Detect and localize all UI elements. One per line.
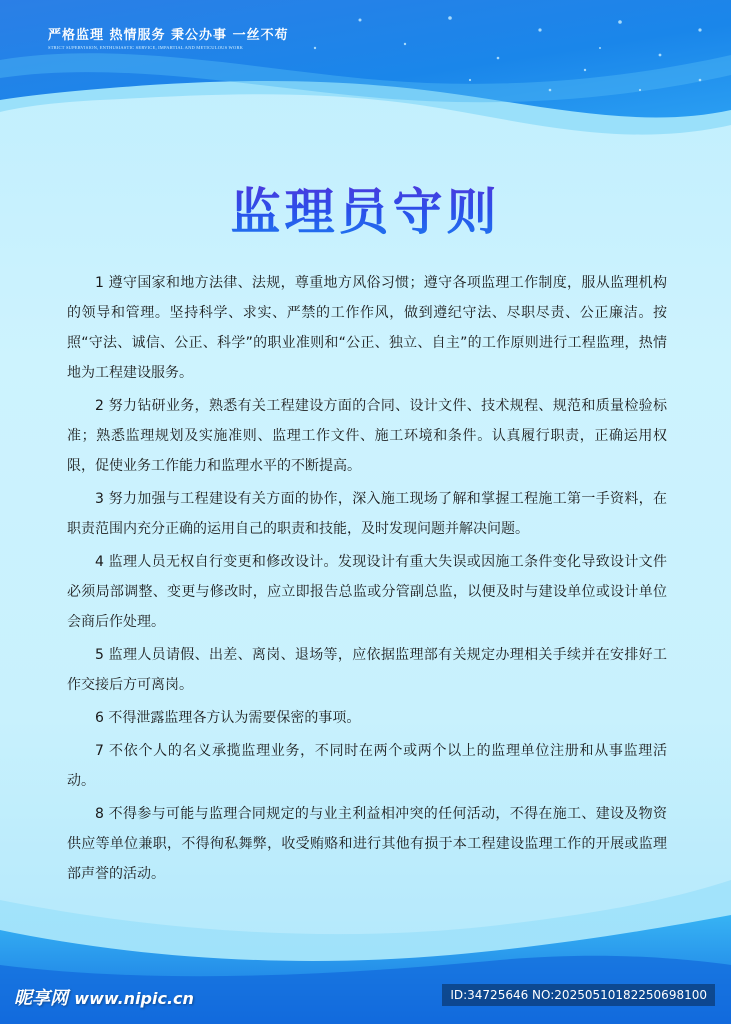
rule-item: 5 监理人员请假、出差、离岗、退场等，应依据监理部有关规定办理相关手续并在安排好工作交接后方可离岗。: [67, 647, 667, 693]
header-slogan-english: STRICT SUPERVISION, ENTHUSIASTIC SERVICE, IMPARTIAL AND METICULOUS WORK: [48, 45, 244, 50]
rule-item: 7 不依个人的名义承揽监理业务，不同时在两个或两个以上的监理单位注册和从事监理活动。: [67, 743, 667, 789]
rule-item: 2 努力钻研业务，熟悉有关工程建设方面的合同、设计文件、技术规程、规范和质量检验标准；熟悉监理规划及实施准则、监理工作文件、施工环境和条件。认真履行职责，正确运用权限，促使业务工作能力和监理水平的不断提高。: [67, 398, 667, 474]
watermark-logo-text: 昵享网: [14, 988, 68, 1009]
watermark-id: ID:34725646 NO:20250510182250698100: [442, 984, 715, 1006]
page-title: 监理员守则: [0, 172, 731, 244]
rule-item: 3 努力加强与工程建设有关方面的协作，深入施工现场了解和掌握工程施工第一手资料，在职责范围内充分正确的运用自己的职责和技能，及时发现问题并解决问题。: [67, 491, 667, 537]
rule-item: 8 不得参与可能与监理合同规定的与业主利益相冲突的任何活动，不得在施工、建设及物资供应等单位兼职，不得徇私舞弊，收受贿赂和进行其他有损于本工程建设监理工作的开展或监理部声誉的活动。: [67, 806, 667, 882]
watermark-url: www.nipic.cn: [74, 989, 194, 1008]
rule-item: 4 监理人员无权自行变更和修改设计。发现设计有重大失误或因施工条件变化导致设计文件必须局部调整、变更与修改时，应立即报告总监或分管副总监，以便及时与建设单位或设计单位会商后作处理。: [67, 554, 667, 630]
rules-list: [67, 268, 667, 892]
header-slogan: 严格监理 热情服务 秉公办事 一丝不苟: [48, 28, 289, 43]
rule-item: 1 遵守国家和地方法律、法规，尊重地方风俗习惯；遵守各项监理工作制度，服从监理机构的领导和管理。坚持科学、求实、严禁的工作作风，做到遵纪守法、尽职尽责、公正廉洁。按照“守法、诚信、公正、科学”的职业准则和“公正、独立、自主”的工作原则进行工程监理，热情地为工程建设服务。: [67, 275, 667, 381]
rule-item: 6 不得泄露监理各方认为需要保密的事项。: [95, 710, 361, 726]
watermark-logo: [14, 984, 194, 1010]
